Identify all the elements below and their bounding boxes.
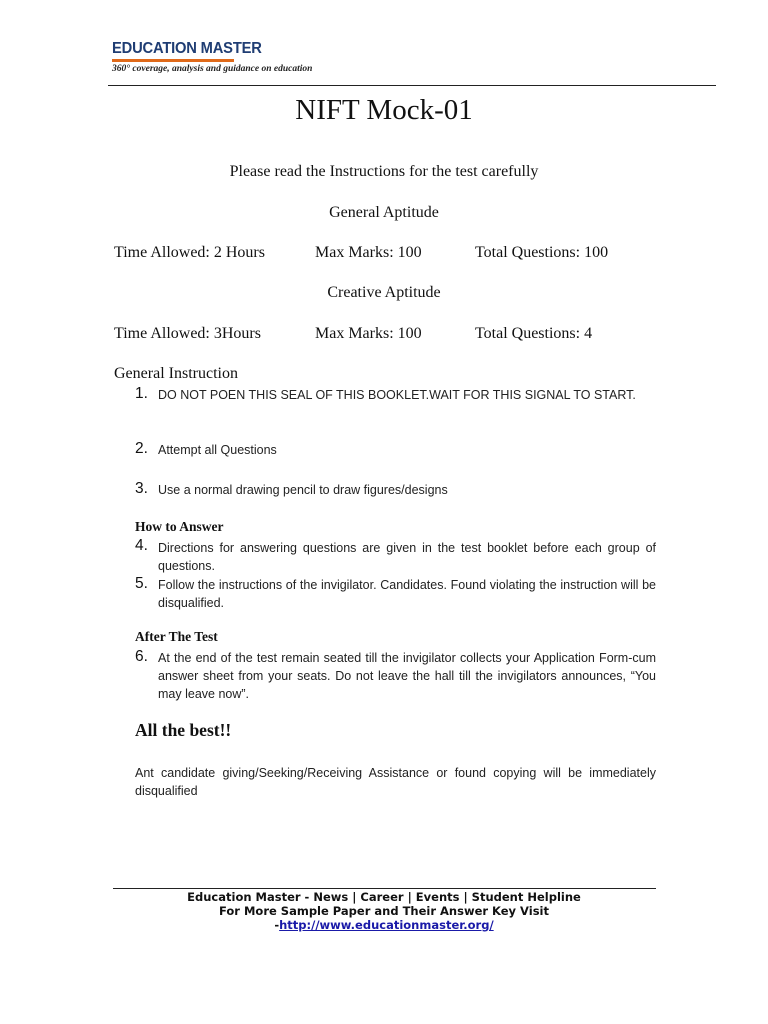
logo-tagline: 360° coverage, analysis and guidance on education — [112, 64, 313, 74]
instruction-item-text: Attempt all Questions — [158, 443, 277, 457]
footer-link-prefix: - — [274, 918, 280, 932]
instruction-item-text: Use a normal drawing pencil to draw figures/designs — [158, 483, 448, 497]
header-divider — [108, 85, 716, 86]
logo-wordmark: EDUCATION MASTER — [112, 40, 262, 57]
creative-time-allowed: Time Allowed: 3Hours — [114, 325, 261, 342]
how-to-answer-heading: How to Answer — [135, 519, 224, 534]
after-test-heading: After The Test — [135, 629, 218, 644]
footer-link-line — [0, 918, 768, 932]
instruction-item-text: Follow the instructions of the invigilator. Candidates. Found violating the instruction will be disqualified. — [158, 578, 656, 610]
instructions-heading: Please read the Instructions for the test carefully — [229, 163, 539, 180]
creative-max-marks: Max Marks: 100 — [315, 325, 422, 342]
logo-underline — [112, 59, 234, 62]
creative-total-questions: Total Questions: 4 — [475, 325, 593, 342]
item-number: 2. — [135, 440, 148, 457]
general-total-questions: Total Questions: 100 — [475, 244, 609, 261]
general-time-allowed: Time Allowed: 2 Hours — [114, 244, 265, 261]
instruction-item-text: DO NOT POEN THIS SEAL OF THIS BOOKLET.WAIT FOR THIS SIGNAL TO START. — [158, 388, 636, 402]
item-number: 5. — [135, 575, 148, 592]
footer-visit-line: For More Sample Paper and Their Answer Key Visit — [219, 904, 549, 918]
closing-message: All the best!! — [135, 720, 232, 740]
footer-nav-line: Education Master - News | Career | Events | Student Helpline — [187, 890, 581, 904]
page-title: NIFT Mock-01 — [295, 94, 473, 126]
item-number: 3. — [135, 480, 148, 497]
instruction-item-text: Directions for answering questions are given in the test booklet before each group of questions. — [158, 541, 656, 573]
general-aptitude-heading: General Aptitude — [329, 204, 439, 221]
general-instruction-heading: General Instruction — [114, 365, 238, 382]
instruction-item-text: At the end of the test remain seated till the invigilator collects your Application Form-cum answer sheet from your seats. Do not leave the hall till the invigilators announces, “You may leave now”. — [158, 651, 656, 701]
footer-divider — [113, 888, 656, 889]
general-max-marks: Max Marks: 100 — [315, 244, 422, 261]
item-number: 1. — [135, 385, 148, 402]
item-number: 6. — [135, 648, 148, 665]
creative-aptitude-heading: Creative Aptitude — [327, 284, 441, 301]
disqualification-note: Ant candidate giving/Seeking/Receiving Assistance or found copying will be immediately disqualified — [135, 766, 656, 798]
website-link[interactable]: http://www.educationmaster.org/ — [279, 918, 494, 932]
item-number: 4. — [135, 537, 148, 554]
